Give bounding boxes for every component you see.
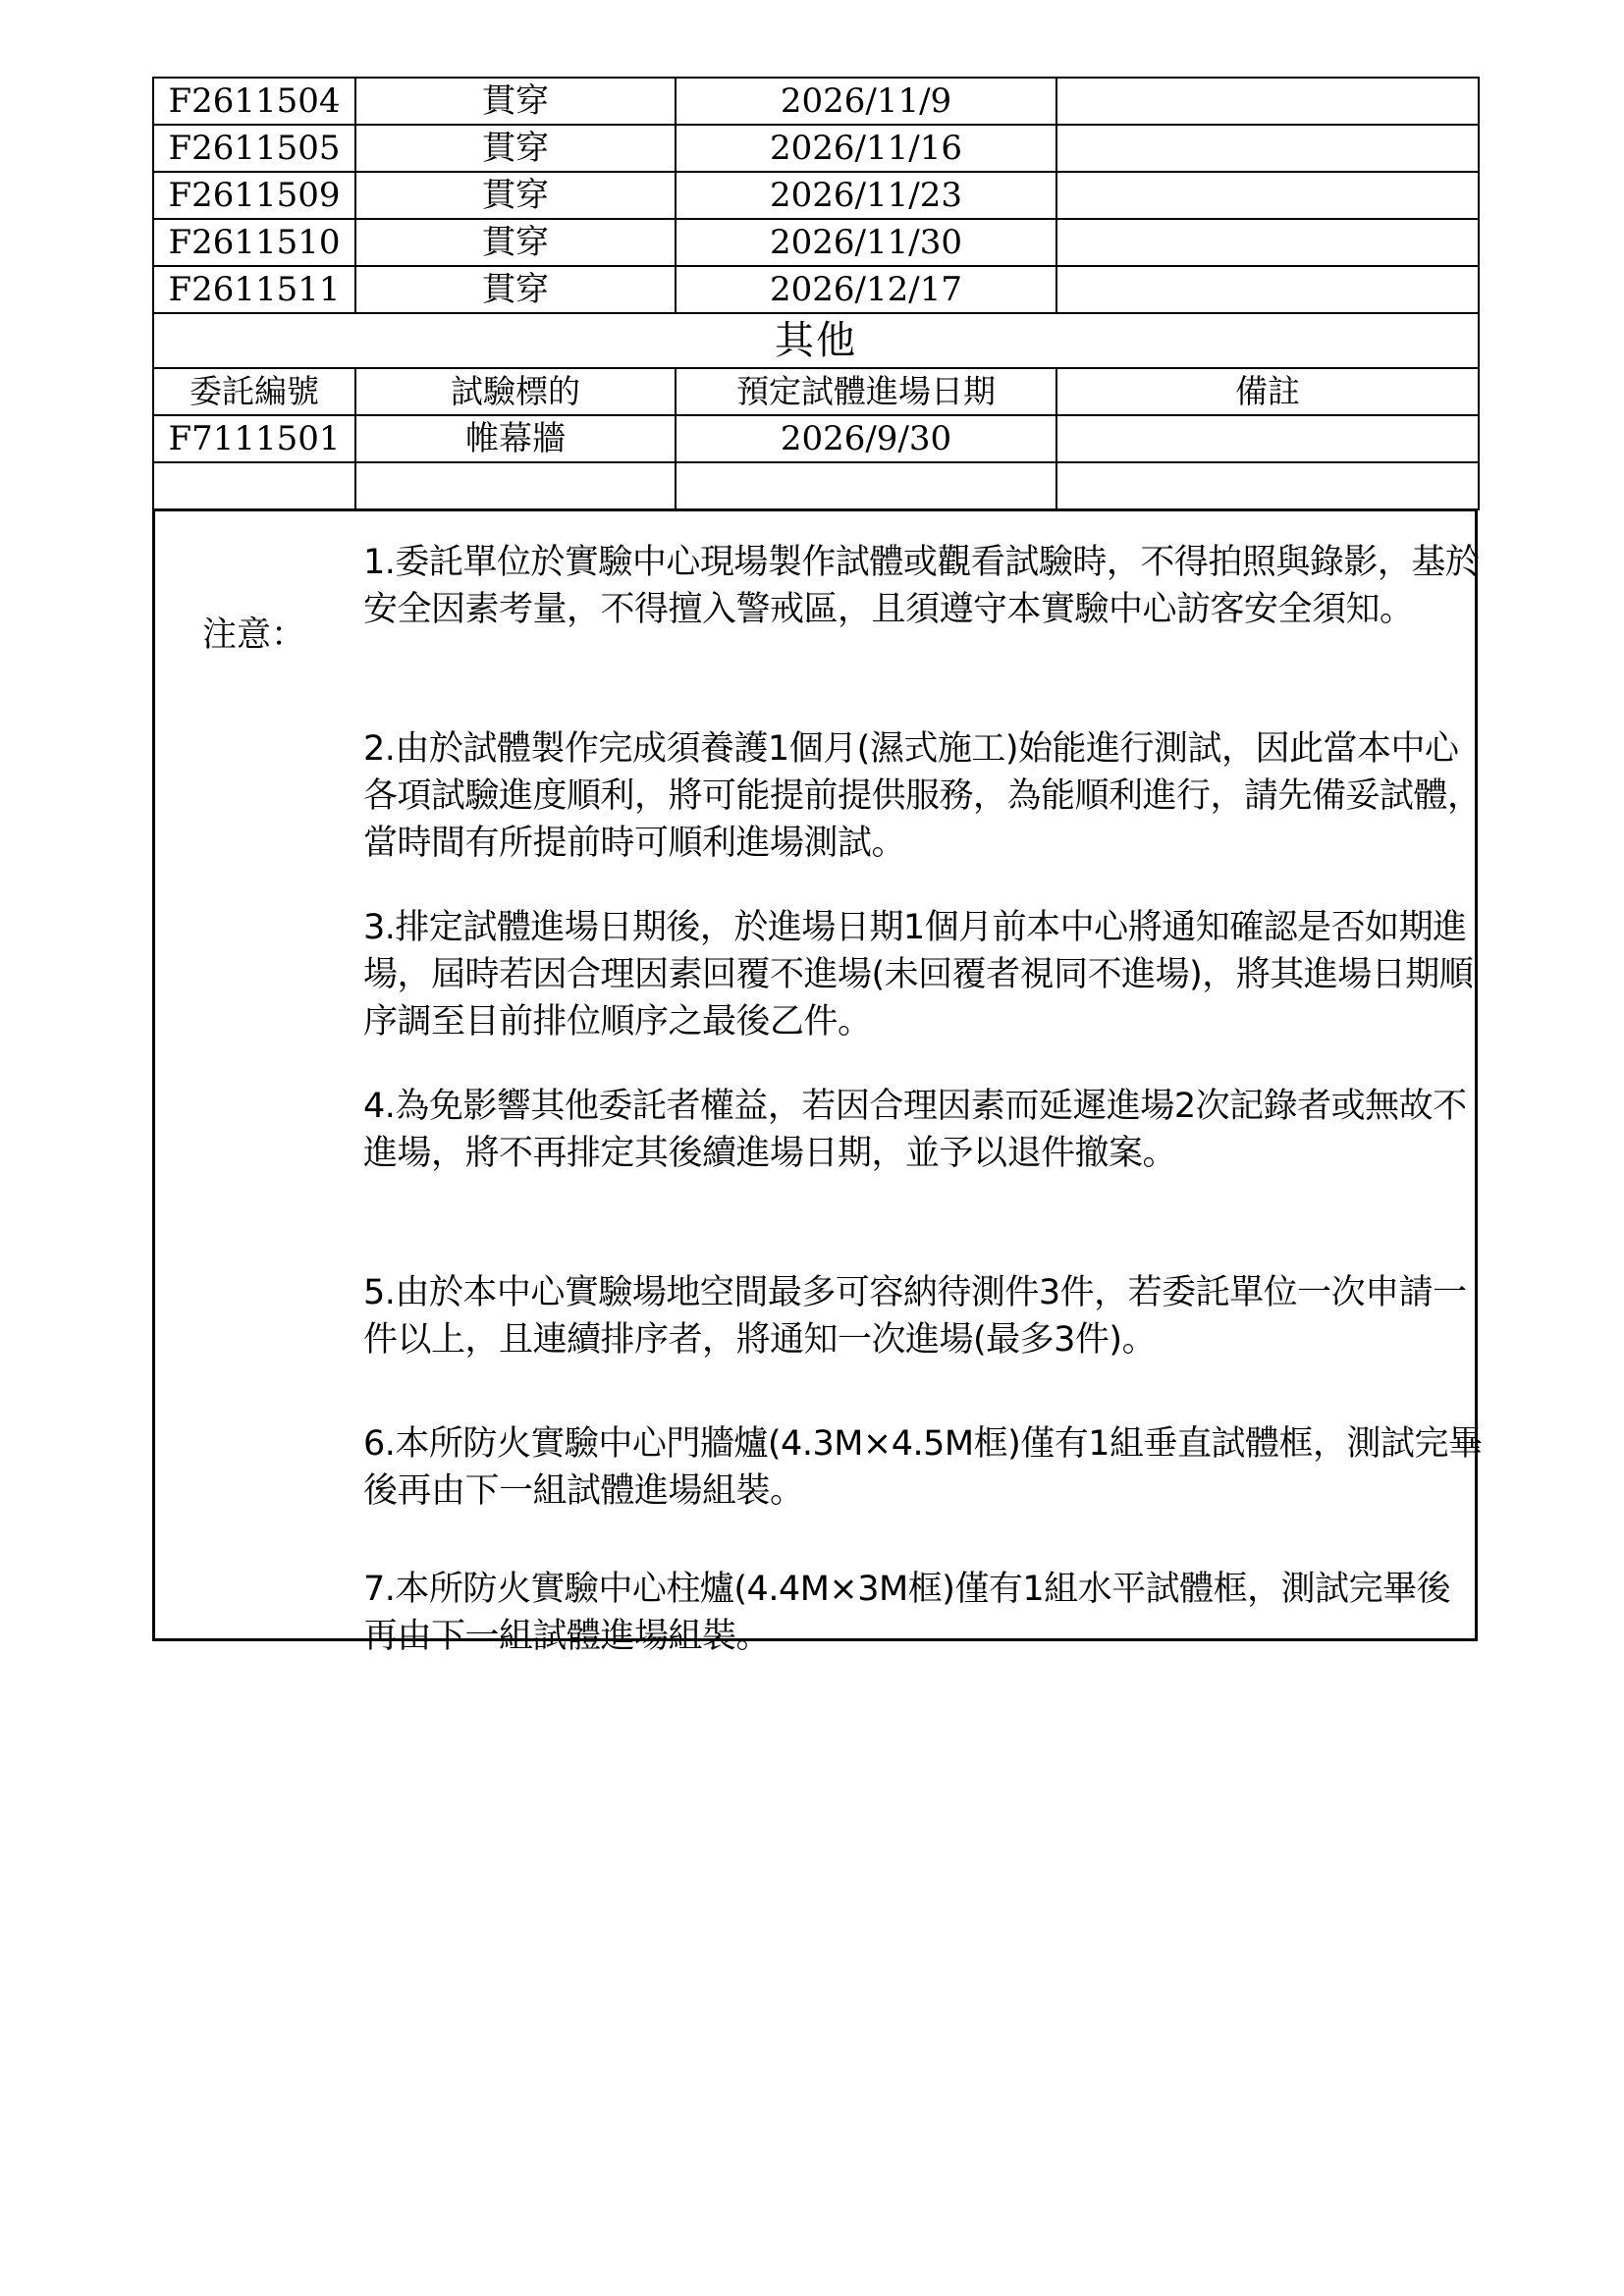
entry-date-cell: 2026/11/9 xyxy=(676,78,1056,125)
entry-date-cell xyxy=(676,462,1056,509)
remark-cell xyxy=(1056,415,1479,462)
commission-id-cell xyxy=(153,462,355,509)
test-subject-cell: 帷幕牆 xyxy=(355,415,676,462)
schedule-table xyxy=(152,77,1480,510)
table-row xyxy=(153,219,1479,266)
commission-id-cell: F2611505 xyxy=(153,125,355,172)
section-title: 其他 xyxy=(153,313,1479,368)
header-row xyxy=(153,368,1479,415)
test-subject-cell: 貫穿 xyxy=(355,172,676,219)
commission-id-cell: F2611510 xyxy=(153,219,355,266)
commission-id-cell: F7111501 xyxy=(153,415,355,462)
commission-id-cell: F2611509 xyxy=(153,172,355,219)
commission-id-cell: F2611511 xyxy=(153,266,355,313)
remark-cell xyxy=(1056,125,1479,172)
note-item: 5.由於本中心實驗場地空間最多可容納待測件3件，若委託單位一次申請一件以上，且連續排序者，將通知一次進場(最多3件)。 xyxy=(363,1273,1467,1360)
entry-date-cell: 2026/11/16 xyxy=(676,125,1056,172)
commission-id-cell: F2611504 xyxy=(153,78,355,125)
test-subject-cell xyxy=(355,462,676,509)
remark-cell xyxy=(1056,78,1479,125)
note-item: 3.排定試體進場日期後，於進場日期1個月前本中心將通知確認是否如期進場，屆時若因合理因素回覆不進場(未回覆者視同不進場)，將其進場日期順序調至目前排位順序之最後乙件。 xyxy=(363,908,1474,1041)
note-item: 6.本所防火實驗中心門牆爐(4.3M×4.5M框)僅有1組垂直試體框，測試完畢後再由下一組試體進場組裝。 xyxy=(363,1424,1483,1511)
header-entry-date: 預定試體進場日期 xyxy=(676,368,1056,415)
notes-box xyxy=(152,510,1483,1656)
section-row xyxy=(153,313,1479,368)
note-item: 7.本所防火實驗中心柱爐(4.4M×3M框)僅有1組水平試體框，測試完畢後再由下一組試體進場組裝。 xyxy=(363,1570,1451,1656)
table-row xyxy=(153,125,1479,172)
note-item: 4.為免影響其他委託者權益，若因合理因素而延遲進場2次記錄者或無故不進場，將不再排定其後續進場日期，並予以退件撤案。 xyxy=(363,1087,1467,1173)
table-row xyxy=(153,266,1479,313)
remark-cell xyxy=(1056,462,1479,509)
test-subject-cell: 貫穿 xyxy=(355,266,676,313)
note-item: 1.委託單位於實驗中心現場製作試體或觀看試驗時，不得拍照與錄影，基於安全因素考量，不得擅入警戒區，且須遵守本實驗中心訪客安全須知。 xyxy=(363,543,1480,629)
table-row xyxy=(153,172,1479,219)
table-row xyxy=(153,415,1479,462)
entry-date-cell: 2026/11/30 xyxy=(676,219,1056,266)
header-commission-id: 委託編號 xyxy=(153,368,355,415)
remark-cell xyxy=(1056,172,1479,219)
entry-date-cell: 2026/9/30 xyxy=(676,415,1056,462)
entry-date-cell: 2026/11/23 xyxy=(676,172,1056,219)
test-subject-cell: 貫穿 xyxy=(355,78,676,125)
test-subject-cell: 貫穿 xyxy=(355,219,676,266)
header-remark: 備註 xyxy=(1056,368,1479,415)
entry-date-cell: 2026/12/17 xyxy=(676,266,1056,313)
header-test-subject: 試驗標的 xyxy=(355,368,676,415)
test-subject-cell: 貫穿 xyxy=(355,125,676,172)
document xyxy=(152,77,1483,1656)
notes-label: 注意： xyxy=(202,615,306,655)
remark-cell xyxy=(1056,266,1479,313)
remark-cell xyxy=(1056,219,1479,266)
table-row xyxy=(153,462,1479,509)
table-row xyxy=(153,78,1479,125)
note-item: 2.由於試體製作完成須養護1個月(濕式施工)始能進行測試，因此當本中心各項試驗進度順利，將可能提前提供服務，為能順利進行，請先備妥試體，當時間有所提前時可順利進場測試。 xyxy=(363,729,1482,863)
